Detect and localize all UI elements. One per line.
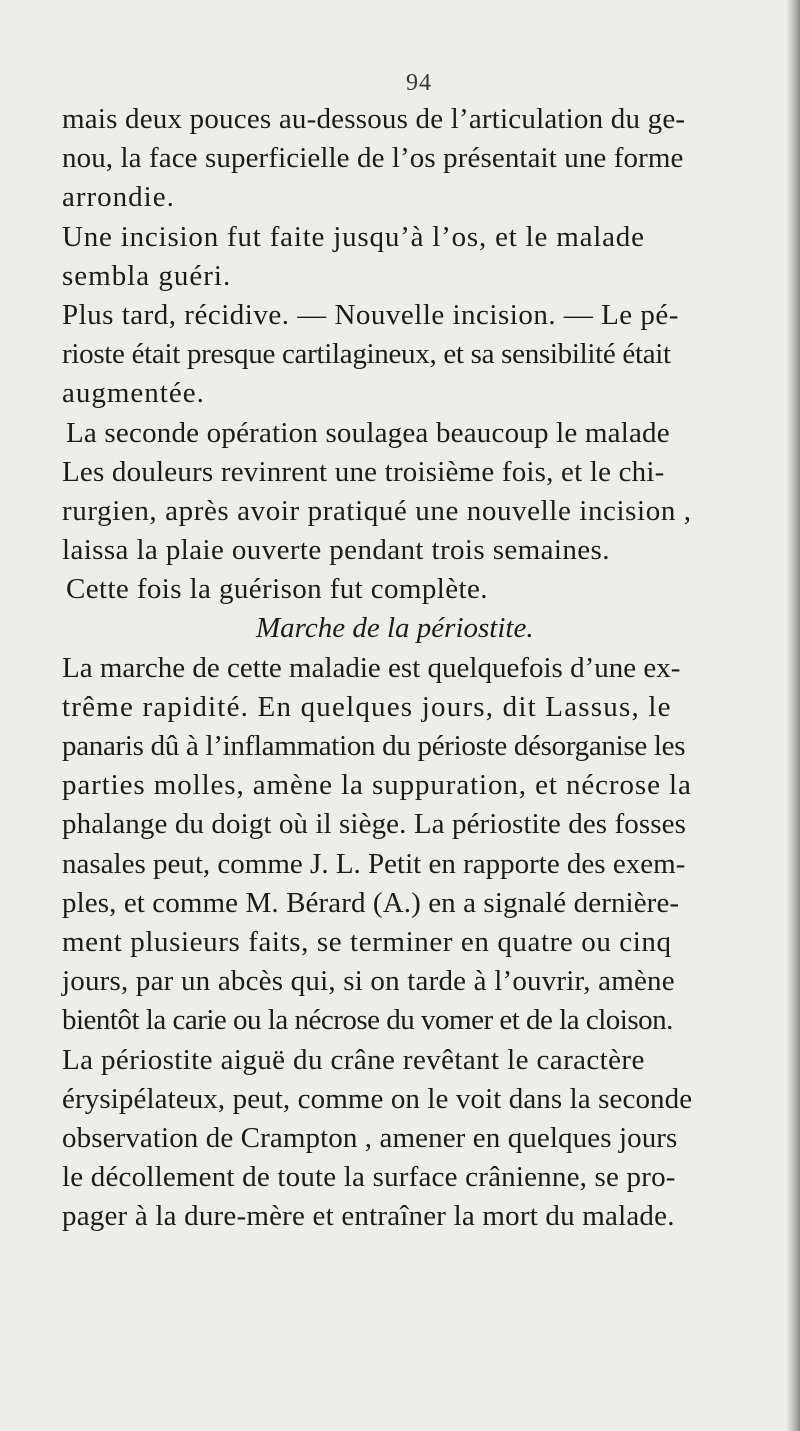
text-line: pager à la dure-mère et entraîner la mort du malade. xyxy=(62,1200,675,1233)
text-line: Les douleurs revinrent une troisième fois, et le chi- xyxy=(62,455,665,488)
text-line: arrondie. xyxy=(62,181,175,214)
text-line: nou, la face superficielle de l’os présentait une forme xyxy=(62,142,684,175)
page-number: 94 xyxy=(406,70,432,96)
page-text xyxy=(62,100,772,1236)
text-line: érysipélateux, peut, comme on le voit dans la seconde xyxy=(62,1082,693,1115)
text-line: Plus tard, récidive. — Nouvelle incision. — Le pé- xyxy=(62,298,679,331)
text-line: laissa la plaie ouverte pendant trois semaines. xyxy=(62,534,610,567)
text-line: ples, et comme M. Bérard (A.) en a signalé dernière- xyxy=(62,886,680,919)
text-line: observation de Crampton , amener en quelques jours xyxy=(62,1121,678,1154)
text-line: La périostite aiguë du crâne revêtant le caractère xyxy=(62,1043,645,1076)
text-line: augmentée. xyxy=(62,377,205,410)
text-line: La marche de cette maladie est quelquefois d’une ex- xyxy=(62,651,681,684)
text-line: rioste était presque cartilagineux, et sa sensibilité était xyxy=(62,338,671,371)
text-line: Une incision fut faite jusqu’à l’os, et le malade xyxy=(62,220,645,253)
text-line: rurgien, après avoir pratiqué une nouvelle incision , xyxy=(62,494,692,527)
text-line: Cette fois la guérison fut complète. xyxy=(66,573,488,606)
text-line: La seconde opération soulagea beaucoup le malade xyxy=(66,416,670,449)
section-title: Marche de la périostite. xyxy=(256,612,534,645)
text-line: le décollement de toute la surface crânienne, se pro- xyxy=(62,1161,676,1194)
text-line: sembla guéri. xyxy=(62,259,232,292)
page-edge-shadow xyxy=(786,0,800,1431)
text-line: phalange du doigt où il siège. La périostite des fosses xyxy=(62,808,687,841)
text-line: panaris dû à l’inflammation du périoste désorganise les xyxy=(62,730,686,762)
text-line: jours, par un abcès qui, si on tarde à l’ouvrir, amène xyxy=(62,965,675,998)
text-line: mais deux pouces au-dessous de l’articulation du ge- xyxy=(62,103,686,135)
text-line: parties molles, amène la suppuration, et nécrose la xyxy=(62,769,692,802)
text-line: nasales peut, comme J. L. Petit en rapporte des exem- xyxy=(62,847,686,880)
text-line: ment plusieurs faits, se terminer en quatre ou cinq xyxy=(62,925,672,958)
text-line: bientôt la carie ou la nécrose du vomer et de la cloison. xyxy=(62,1004,673,1037)
text-line: trême rapidité. En quelques jours, dit Lassus, le xyxy=(62,690,672,723)
